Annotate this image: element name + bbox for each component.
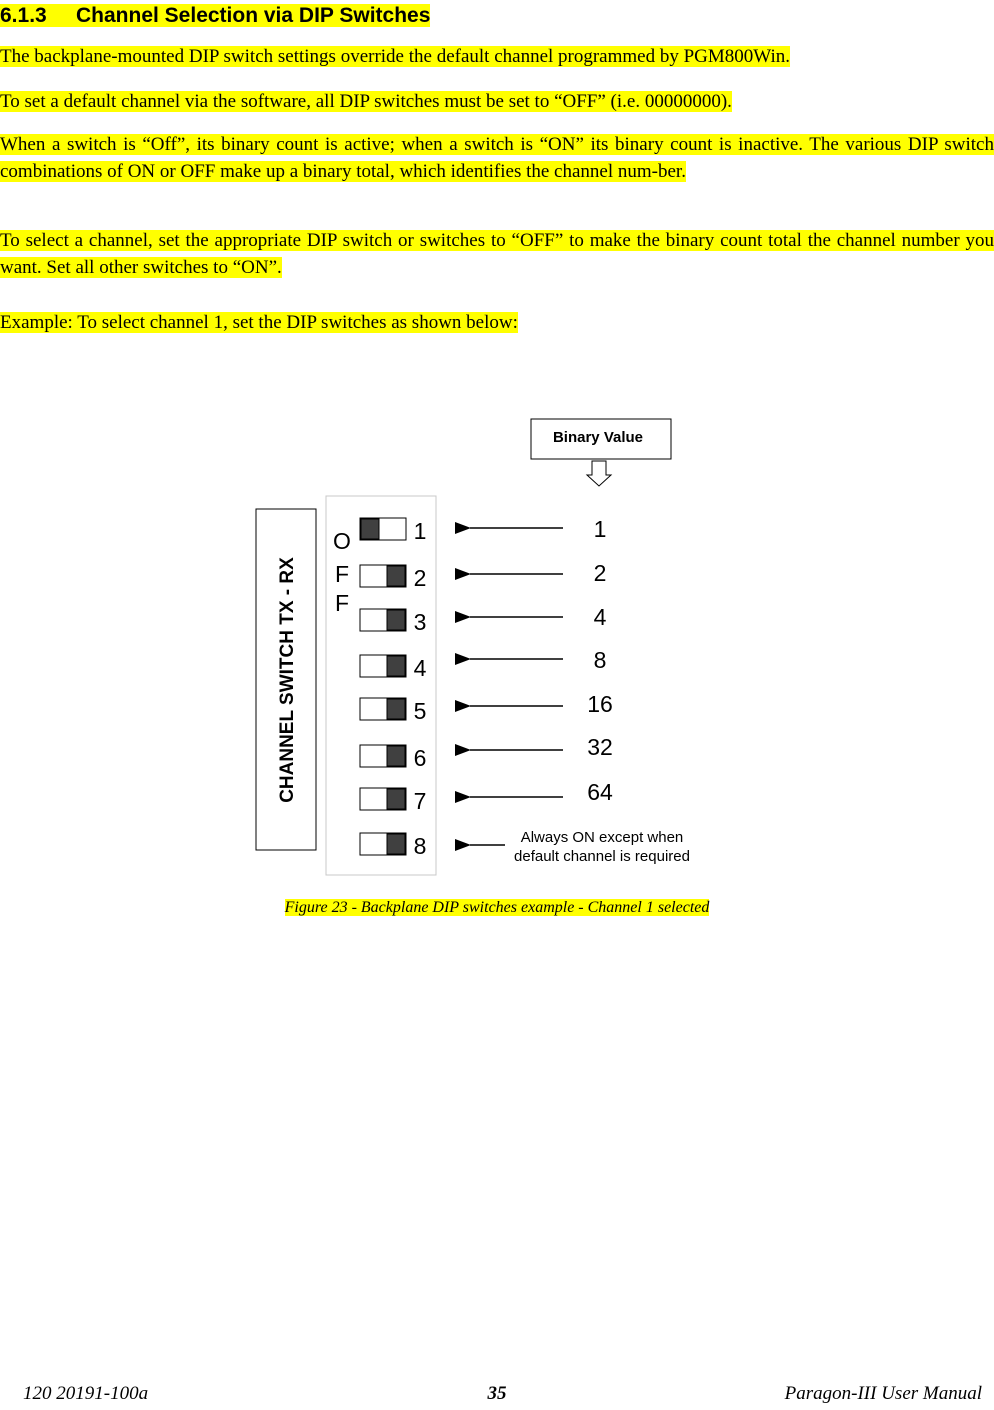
footer-manual-title: Paragon-III User Manual	[784, 1383, 982, 1404]
dip-switch-knob-4	[387, 656, 405, 676]
off-label-f1: F	[334, 561, 350, 587]
section-number: 6.1.3	[0, 4, 47, 27]
figure-caption	[0, 897, 994, 919]
section-title: Channel Selection via DIP Switches	[76, 4, 431, 27]
switch-number-5: 5	[413, 698, 427, 724]
binary-value-4: 4	[593, 604, 607, 630]
switch-number-4: 4	[413, 655, 427, 681]
note-line-1: Always ON except when	[520, 829, 684, 846]
switch-number-7: 7	[413, 788, 427, 814]
paragraph-example-text: Example: To select channel 1, set the DIP switches as shown below:	[0, 312, 518, 333]
dip-switch-knob-1	[361, 519, 379, 539]
binary-value-16: 16	[587, 691, 613, 717]
switch-number-3: 3	[413, 609, 427, 635]
dip-switch-knob-7	[387, 789, 405, 809]
binary-value-2: 2	[593, 560, 607, 586]
figure-caption-text: Figure 23 - Backplane DIP switches example - Channel 1 selected	[284, 899, 710, 916]
binary-value-64: 64	[587, 779, 613, 805]
dip-switch-knob-6	[387, 746, 405, 766]
note-line-2: default channel is required	[514, 848, 690, 865]
dip-switch-knob-5	[387, 699, 405, 719]
switch-number-1: 1	[413, 518, 427, 544]
off-label-o: O	[333, 528, 351, 554]
binary-value-1: 1	[593, 516, 607, 542]
footer-doc-number: 120 20191-100a	[23, 1383, 149, 1404]
dip-switch-knob-2	[387, 566, 405, 586]
binary-value-32: 32	[587, 734, 613, 760]
binary-value-8: 8	[593, 647, 607, 673]
binary-value-label: Binary Value	[552, 429, 644, 446]
switch-number-8: 8	[413, 833, 427, 859]
switch-number-6: 6	[413, 745, 427, 771]
paragraph-default-channel-text: To set a default channel via the software, all DIP switches must be set to “OFF” (i.e. 00000000).	[0, 91, 732, 112]
paragraph-select-channel-text: To select a channel, set the appropriate DIP switch or switches to “OFF” to make the binary count total the channel number you want. Set all other switches to “ON”.	[0, 230, 994, 278]
footer-page-number: 35	[487, 1383, 507, 1404]
down-arrow-icon	[587, 461, 611, 486]
dip-switch-knob-8	[387, 834, 405, 854]
off-label-f2: F	[334, 590, 350, 616]
dip-switch-knob-3	[387, 610, 405, 630]
paragraph-binary-count-text: When a switch is “Off”, its binary count is active; when a switch is “ON” its binary count is inactive. The various DIP switch combinations of ON or OFF make up a binary total, which identifies the channel num-ber.	[0, 134, 994, 182]
switch-number-2: 2	[413, 565, 427, 591]
paragraph-override-text: The backplane-mounted DIP switch settings override the default channel programmed by PGM800Win.	[0, 46, 790, 67]
channel-label: CHANNEL SWITCH TX - RX	[277, 557, 298, 803]
